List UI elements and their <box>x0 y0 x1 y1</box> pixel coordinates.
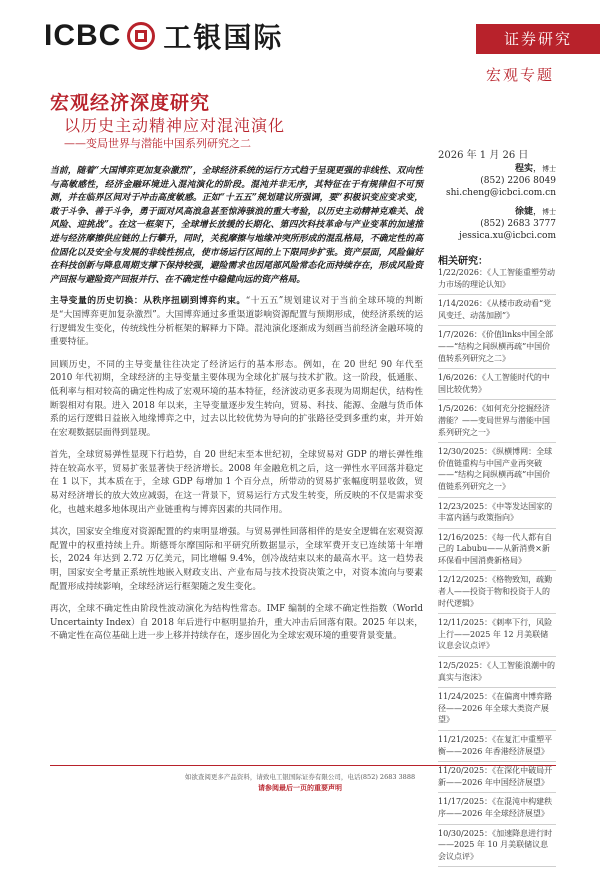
report-header <box>0 0 600 62</box>
related-research-item[interactable]: 12/12/2025：《格物致知，疏勤者人——投资于物和投资于人的时代逻辑》 <box>438 574 556 614</box>
icbc-emblem-icon <box>127 22 155 50</box>
related-research-item[interactable]: 11/20/2025：《在深化中破局开新——2026 年中国经济展望》 <box>438 765 556 793</box>
related-research-item[interactable]: 12/23/2025：《中等发达国家的丰富内涵与政策指向》 <box>438 501 556 529</box>
related-research-item[interactable]: 12/11/2025：《刺率下行，风险上行——2025 年 12 月美联储议息会议点评》 <box>438 617 556 657</box>
body-paragraph <box>50 295 423 349</box>
report-date: 2026 年 1 月 26 日 <box>438 150 529 161</box>
report-category: 宏观专题 <box>485 66 554 84</box>
footer-divider <box>50 765 556 766</box>
related-research-item[interactable]: 1/22/2026：《人工智能重塑劳动力市场的理论认知》 <box>438 267 556 295</box>
analyst-role: 博士 <box>542 165 556 173</box>
report-title: 宏观经济深度研究 <box>50 92 211 114</box>
related-research-item[interactable]: 1/6/2026：《人工智能时代的中国比较优势》 <box>438 372 556 400</box>
analyst-role: 博士 <box>542 208 556 216</box>
body-paragraph: 其次，国家安全维度对资源配置的约束明显增强。与贸易弹性回落相伴的是安全逻辑在宏观资源配置中的权重持续上升。斯德哥尔摩国际和平研究所数据显示，全球军费开支已连续第十年增长，2024 年达到 2.72 万亿美元，同比增幅 9.4%，创冷战结束以来的最高水平。这一趋势表明，国家安全考量正系统性地嵌入财政支出、产业布局与技术投资决策之中，对资本流向与要素配置形成持续影响，全球经济运行框架随之发生变化。 <box>50 527 423 592</box>
report-series: ——变局世界与潜能中国系列研究之二 <box>64 137 251 150</box>
paragraph-text: “十五五”规划建议对于当前全球环境的判断是“大国博弈更加复杂激烈”。大国博弈通过多重渠道影响资源配置与预期形成，使经济系统的运行逻辑发生变化，传统线性分析框架的解释力下降。混沌演化逐渐成为刻画当前经济金融环境的重要特征。 <box>50 296 423 348</box>
logo-text-en: ICBC <box>44 19 122 52</box>
related-research-title: 相关研究： <box>438 256 488 267</box>
related-research-item[interactable]: 12/16/2025：《每一代人都有自己的 Labubu——从新消费×新环保看中国消费新格局》 <box>438 532 556 572</box>
footer-disclaimer: 请参阅最后一页的重要声明 <box>258 783 342 792</box>
related-research-item[interactable]: 1/7/2026：《价值links中国全部——“结构之间纵横再疏”中国价值转系列研究之二》 <box>438 329 556 369</box>
related-research-item[interactable]: 1/14/2026：《从楼市政动看“党风变迁、动荡加剧”》 <box>438 298 556 326</box>
body-paragraph: 首先，全球贸易弹性显现下行趋势，自 20 世纪末至本世纪初，全球贸易对 GDP 的增长弹性维持在较高水平，贸易扩张显著快于经济增长。2008 年金融危机之后，这一弹性水平回落并稳定在 1 以下，其本质在于，全球 GDP 每增加 1 个百分点，所带动的贸易扩张幅度明显收敛，贸易对经济增长的放大效应减弱，在这一背景下，贸易运行方式发生转变，所反映的不仅是需求变化，也越来越多地体现出产业链重构与博弈因素的共同作用。 <box>50 450 423 515</box>
related-research-item[interactable]: 1/5/2026：《如何充分挖掘经济潜能？——变局世界与潜能中国系列研究之一》 <box>438 403 556 443</box>
related-research-item[interactable]: 11/17/2025：《在混沌中构建秩序——2026 年全球经济展望》 <box>438 796 556 824</box>
analyst-phone: (852) 2206 8049 <box>480 176 556 186</box>
report-subtitle: 以历史主动精神应对混沌演化 <box>64 116 286 135</box>
related-research-item[interactable]: 10/30/2025：《加速降息进行时——2025 年 10 月美联储议息会议点评》 <box>438 828 556 868</box>
logo-text-cn: 工银国际 <box>163 21 284 54</box>
analyst-phone: (852) 2683 3777 <box>480 219 556 229</box>
analyst-email[interactable]: jessica.xu@icbci.com <box>459 231 556 241</box>
paragraph-lead: 主导变量的历史切换：从秩序扭刷到博弈约束。 <box>50 296 246 307</box>
body-paragraph: 再次，全球不确定性由阶段性波动演化为结构性常态。IMF 编制的全球不确定性指数（World Uncertainty Index）自 2018 年后进行中枢明显抬升，重大冲击后回落有限。2025 年以来，不确定性在高位基础上进一步上移并持续存在，逐步固化为全球宏观环境的重要背景变量。 <box>50 604 423 642</box>
icbc-logo <box>44 16 283 56</box>
analyst-name: 程实 <box>514 164 533 174</box>
related-research-item[interactable]: 11/21/2025：《在复汇中重塑平衡——2026 年香港经济展望》 <box>438 734 556 762</box>
body-paragraph: 回顾历史，不同的主导变量往往决定了经济运行的基本形态。例如，在 20 世纪 90 年代至 2010 年代初期，全球经济的主导变量主要体现为全球化扩展与技术扩散。这一阶段，低通胀、低利率与相对较高的确定性构成了宏观环境的基本特征，经济波动更多表现为周期起伏，结构性断裂相对有限。进入 2018 年以来，主导变量逐步发生转向，贸易、科技、能源、金融与货币体系的运行逻辑日益嵌入地缘博弈之中，过去以比较优势为导向的扩张路径受到多重约束，并开始在宏观数据层面得到显现。 <box>50 359 423 438</box>
section-tab: 证券研究 <box>476 24 600 54</box>
related-research-item[interactable]: 12/5/2025：《人工智能浪潮中的真实与泡沫》 <box>438 660 556 688</box>
report-summary: 当前，随着“大国博弈更加复杂激烈”，全球经济系统的运行方式趋于呈现更强的非线性、双向性与高敏感性，经济金融环境进入混沌演化的阶段。混沌并非无序，其特征在于有规律但不可预测，并在临界区间对于冲击高度敏感。正如“十五五”规划建议所强调，要“积极识变应变求变，敢于斗争、善于斗争，勇于面对风高浪急甚至惊涛骇浪的重大考验，以历史主动精神克难关、战风险、迎挑战”。在这一框架下，全球增长放缓的长期化、第四次科技革命与产业变革的加速推进与经济摩擦供应链的上行攀升，同时，关税摩擦与地缘冲突所形成的混乱格局，不确定性的高位固化以及安全与发展的非线性拐点，使市场运行区间的上下限同步扩张。资产层面，风险偏好在科技创新与降息周期支撑下保持较强，避险需求也因尾部风险常态化而持续存在，形成风险资产回报与避险资产回报并行、在不确定性中稳健向远的资产格局。 <box>50 166 423 285</box>
analyst-card: 程实，博士 (852) 2206 8049 shi.cheng@icbci.com.cn <box>438 163 556 199</box>
analyst-email[interactable]: shi.cheng@icbci.com.cn <box>445 188 556 198</box>
analyst-card: 徐婕，博士 (852) 2683 3777 jessica.xu@icbci.com <box>438 206 556 242</box>
footer-contact: 如欲查阅更多产品资料，请致电工银国际证券有限公司，电话(852) 2683 3888 <box>184 773 416 781</box>
related-research-item[interactable]: 11/24/2025：《在偏离中博弈路径——2026 年全球大类资产展望》 <box>438 691 556 731</box>
related-research-item[interactable]: 12/30/2025：《纵横博网：全球价值链重构与中国产业再突破——“结构之间纵横再疏”中国价值链系列研究之一》 <box>438 446 556 497</box>
analyst-name: 徐婕 <box>514 207 533 217</box>
report-body <box>50 165 423 653</box>
